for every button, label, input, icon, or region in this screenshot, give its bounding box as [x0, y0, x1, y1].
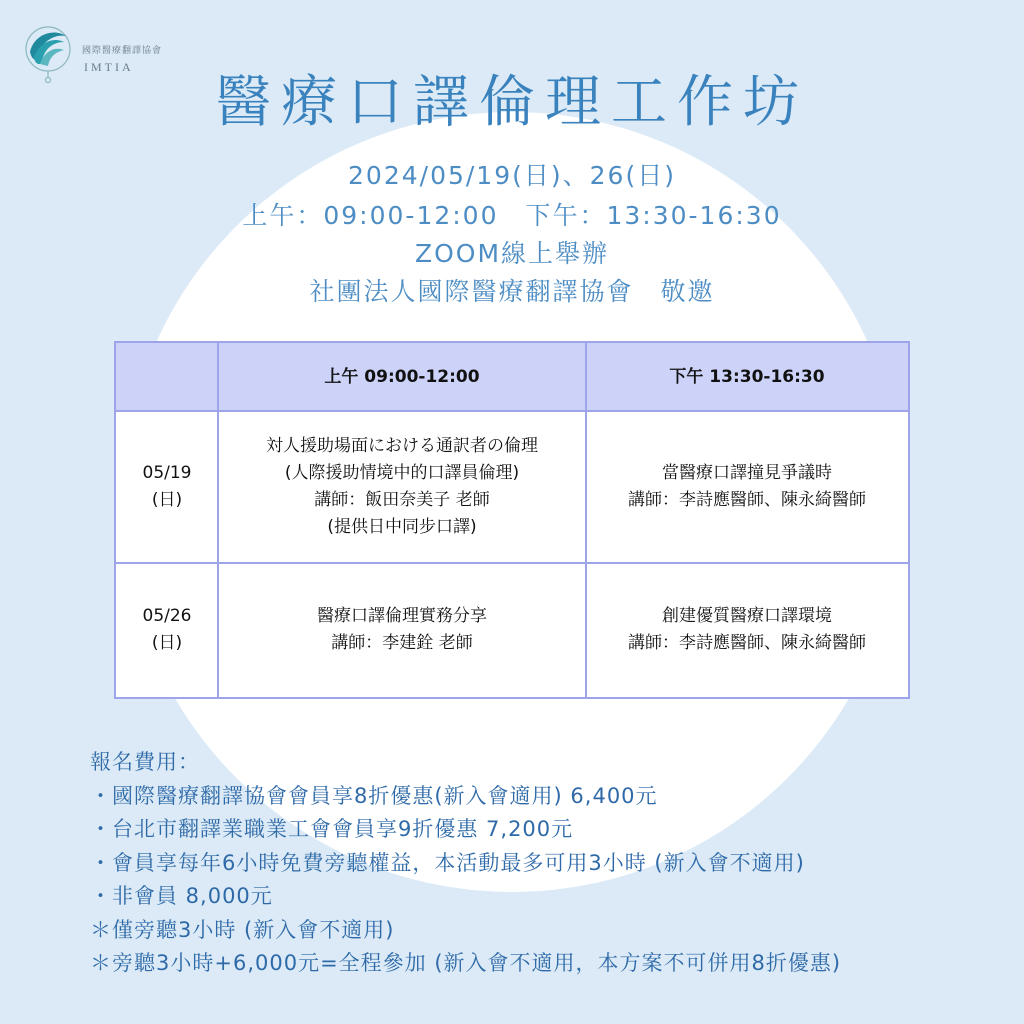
- fees-section: [90, 746, 1010, 981]
- date-text: 05/26: [142, 606, 192, 626]
- column-divider: [585, 343, 587, 697]
- session-title: 対人援助場面における通訳者の倫理: [266, 436, 538, 456]
- session-title: 創建優質醫療口譯環境: [662, 606, 832, 626]
- session-speaker: 講師：李詩應醫師、陳永綺醫師: [628, 633, 866, 653]
- date-text: 05/19: [142, 463, 192, 483]
- fee-item: ・會員享每年6小時免費旁聽權益，本活動最多可用3小時 (新入會不適用): [90, 850, 805, 875]
- header-cell-date: [116, 343, 218, 411]
- event-dates: 2024/05/19(日)、26(日): [348, 161, 676, 190]
- logo-name-cn: 國際醫療翻譯協會: [82, 46, 163, 56]
- page-title: 醫療口譯倫理工作坊: [215, 70, 809, 135]
- row2-date-cell: [116, 563, 218, 697]
- weekday-text: (日): [151, 490, 183, 510]
- fee-item: ・國際醫療翻譯協會會員享8折優惠(新入會適用) 6,400元: [90, 783, 658, 808]
- row2-morning-cell: [218, 563, 586, 697]
- weekday-text: (日): [151, 633, 183, 653]
- row1-date-cell: [116, 411, 218, 563]
- session-speaker: 講師：飯田奈美子 老師: [314, 490, 490, 510]
- row-divider: [116, 562, 908, 564]
- logo-name-en: IMTIA: [84, 60, 134, 74]
- fees-heading: 報名費用：: [90, 750, 200, 774]
- session-title: 醫療口譯倫理實務分享: [317, 606, 487, 626]
- fee-item: ＊僅旁聽3小時 (新入會不適用): [90, 917, 395, 942]
- fee-item: ・台北市翻譯業職業工會會員享9折優惠 7,200元: [90, 817, 574, 841]
- header-cell-morning: [218, 343, 586, 411]
- row2-afternoon-cell: [586, 563, 908, 697]
- header-label: 下午 13:30-16:30: [669, 366, 825, 387]
- column-divider: [217, 343, 219, 697]
- header-label: 上午 09:00-12:00: [324, 366, 480, 387]
- session-title: 當醫療口譯撞見爭議時: [662, 463, 832, 483]
- header-cell-afternoon: [586, 343, 908, 411]
- row1-morning-cell: [218, 411, 586, 563]
- session-note: (提供日中同步口譯): [327, 517, 477, 537]
- fee-item: ・非會員 8,000元: [90, 884, 273, 908]
- event-times: 上午：09:00-12:00 下午：13:30-16:30: [242, 201, 782, 230]
- row1-afternoon-cell: [586, 411, 908, 563]
- fee-item: ＊旁聽3小時+6,000元=全程參加 (新入會不適用，本方案不可併用8折優惠): [90, 951, 842, 975]
- row-divider: [116, 410, 908, 412]
- event-venue: ZOOM線上舉辦: [414, 239, 610, 268]
- schedule-table: [114, 341, 910, 699]
- session-speaker: 講師：李建銓 老師: [331, 633, 473, 653]
- session-subtitle: (人際援助情境中的口譯員倫理): [284, 463, 520, 483]
- session-speaker: 講師：李詩應醫師、陳永綺醫師: [628, 490, 866, 510]
- event-host: 社團法人國際醫療翻譯協會 敬邀: [309, 277, 715, 306]
